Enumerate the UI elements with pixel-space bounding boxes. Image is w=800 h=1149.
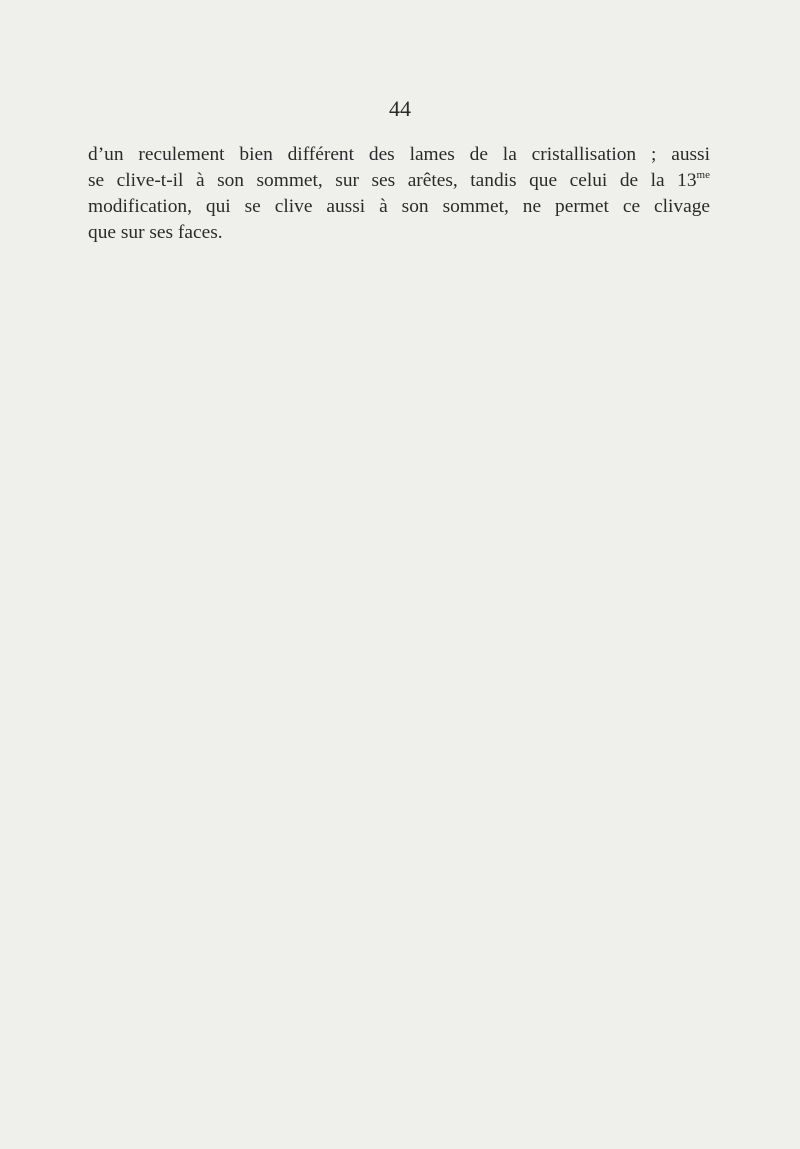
ordinal-superscript: me — [696, 169, 710, 181]
paragraph — [88, 142, 710, 246]
text-line-2-main: se clive-t-il à son sommet, sur ses arêtes, tandis que celui de la 13 — [88, 170, 697, 191]
text-line-3: modification, qui se clive aussi à son sommet, ne permet ce clivage — [88, 196, 710, 217]
page-number: 44 — [389, 96, 411, 121]
text-line-2 — [88, 168, 710, 194]
text-line-4: que sur ses faces. — [88, 222, 223, 243]
text-line-1: d’un reculement bien différent des lames de la cristallisation ; aussi — [88, 144, 710, 165]
